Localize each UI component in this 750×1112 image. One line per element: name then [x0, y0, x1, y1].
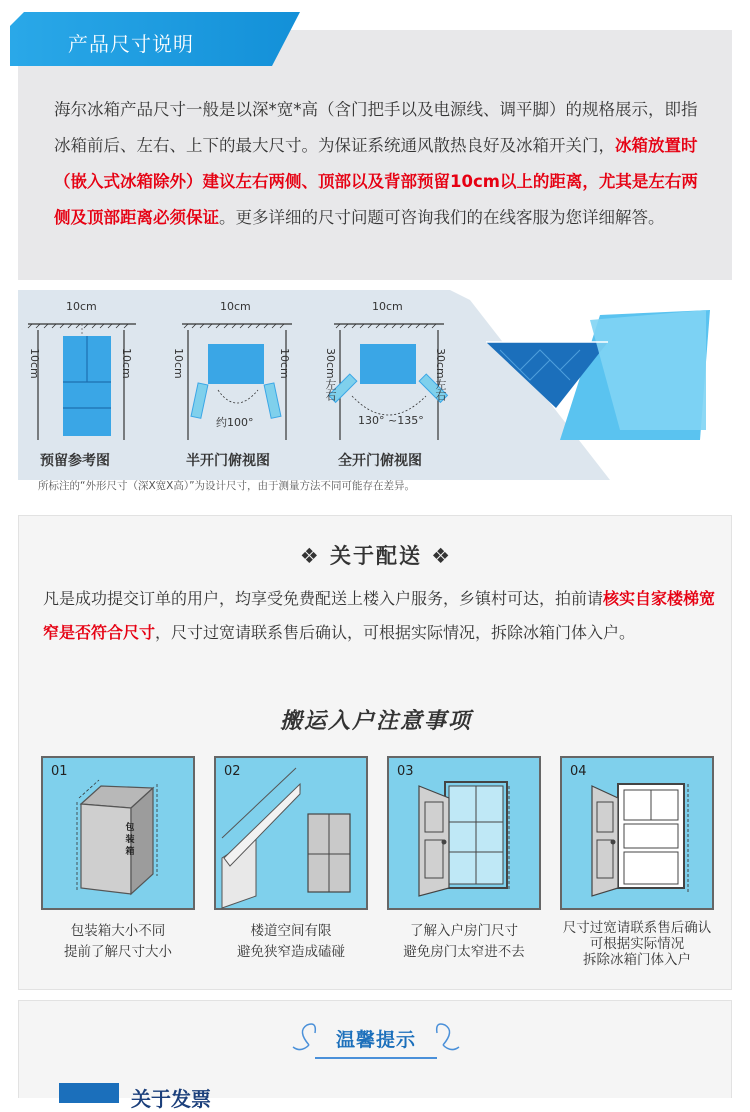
diagram3-right-label: 30cm左右 [434, 348, 447, 401]
section-title: 产品尺寸说明 [68, 32, 194, 56]
fridge-diagrams [0, 280, 750, 505]
diagram1-top-label: 10cm [66, 300, 97, 313]
invoice-badge [59, 1083, 119, 1103]
package-box-illustration [43, 758, 193, 908]
diagram3-caption: 全开门俯视图 [338, 453, 422, 469]
size-description: 海尔冰箱产品尺寸一般是以深*宽*高（含门把手以及电源线、调平脚）的规格展示，即指冰箱前后、左右、上下的最大尺寸。为保证系统通风散热良好及冰箱开关门，冰箱放置时（嵌入式冰箱除外）建议左右两侧、顶部以及背部预留10cm以上的距离，尤其是左右两侧及顶部距离必须保证。更多详细的尺寸问题可咨询我们的在线客服为您详细解答。 [54, 100, 698, 227]
box-label: 包装箱 [125, 823, 135, 857]
moving-notes-title: 搬运入户注意事项 [279, 709, 472, 734]
step-caption-door: 了解入户房门尺寸 避免房门太窄进不去 [403, 923, 525, 960]
stairs-illustration [216, 758, 366, 908]
delivery-title: ❖ 关于配送 ❖ [299, 544, 453, 568]
remove-door-illustration [562, 758, 712, 908]
reserve-reference-diagram [26, 300, 156, 460]
diagram3-angle-label: 130° ~135° [358, 414, 424, 427]
step-number: 01 [51, 764, 68, 779]
diagram3-left-label: 30cm左右 [324, 348, 337, 401]
step-card-remove-door [560, 756, 714, 910]
delivery-description: 凡是成功提交订单的用户，均享受免费配送上楼入户服务，乡镇村可达，拍前请核实自家楼梯宽窄是否符合尺寸，尺寸过宽请联系售后确认，可根据实际情况，拆除冰箱门体入户。 [43, 589, 716, 642]
diagram2-right-label: 10cm [278, 348, 291, 379]
diagram2-angle-label: 约100° [216, 416, 254, 429]
delivery-section [18, 515, 732, 990]
tips-section [18, 1000, 732, 1111]
diagram2-left-label: 10cm [172, 348, 185, 379]
step-card-door [387, 756, 541, 910]
diagram2-caption: 半开门俯视图 [186, 453, 270, 469]
step-number: 04 [570, 764, 587, 779]
diagram2-top-label: 10cm [220, 300, 251, 313]
diagram1-left-label: 10cm [28, 348, 41, 379]
size-explanation-section [0, 0, 750, 505]
tips-underline [315, 1057, 437, 1059]
step-caption-remove-door: 尺寸过宽请联系售后确认 可根据实际情况 拆除冰箱门体入户 [562, 920, 712, 968]
step-caption-packaging: 包装箱大小不同 提前了解尺寸大小 [64, 923, 172, 960]
diagram1-caption: 预留参考图 [40, 453, 110, 469]
step-caption-stairs: 楼道空间有限 避免狭窄造成磕碰 [237, 923, 345, 960]
step-number: 03 [397, 764, 414, 779]
size-note: 所标注的“外形尺寸（深X宽X高）”为设计尺寸，由于测量方法不同可能存在差异。 [38, 480, 416, 492]
half-open-diagram [178, 300, 308, 460]
step-number: 02 [224, 764, 241, 779]
invoice-title: 关于发票 [131, 1087, 211, 1111]
door-illustration [389, 758, 539, 908]
step-card-stairs [214, 756, 368, 910]
diagram3-top-label: 10cm [372, 300, 403, 313]
diagram1-right-label: 10cm [120, 348, 133, 379]
step-card-packaging [41, 756, 195, 910]
tips-title: 温馨提示 [335, 1029, 416, 1051]
